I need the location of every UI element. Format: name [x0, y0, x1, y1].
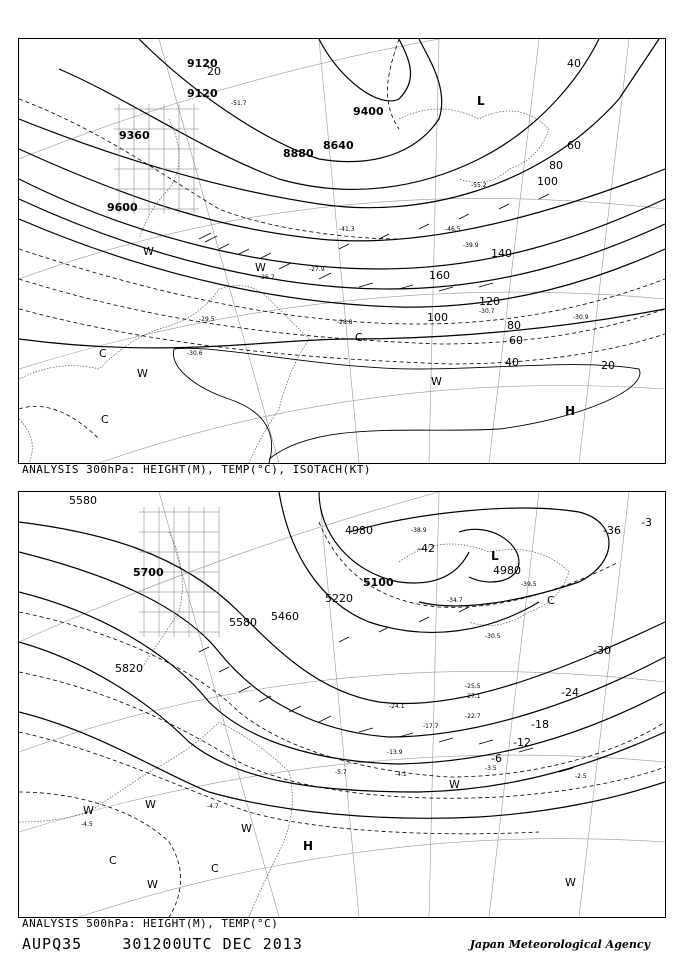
coastline	[19, 532, 569, 917]
warm-symbol: W	[147, 878, 158, 891]
temp-label: -4.1	[395, 771, 407, 778]
temp-label: -28.8	[337, 319, 353, 326]
high-center-symbol: H	[303, 839, 314, 853]
warm-symbol: W	[449, 778, 460, 791]
isotach-label: 60	[567, 139, 581, 152]
height-label: 4980	[493, 564, 521, 577]
height-label: 8880	[283, 147, 314, 160]
temp-contour-label: -6	[491, 752, 502, 765]
cold-symbol: C	[355, 331, 363, 344]
cold-symbol: C	[99, 347, 107, 360]
valid-time: 301200UTC DEC 2013	[122, 935, 303, 953]
graticule	[19, 39, 665, 463]
warm-symbol: W	[241, 822, 252, 835]
height-label: 5220	[325, 592, 353, 605]
map-500hpa	[18, 491, 666, 918]
temp-label: -3.5	[485, 765, 497, 772]
height-label: 5100	[363, 576, 394, 589]
warm-symbol: W	[143, 245, 154, 258]
agency-name: Japan Meteorological Agency	[469, 938, 650, 951]
isotach-label: 80	[549, 159, 563, 172]
isotach-label: 140	[491, 247, 512, 260]
temp-label: -5.7	[335, 769, 347, 776]
height-label: 4980	[345, 524, 373, 537]
temp-label: -4.5	[81, 821, 93, 828]
temp-contour-label: -18	[531, 718, 549, 731]
cold-symbol: C	[211, 862, 219, 875]
warm-symbol: W	[83, 804, 94, 817]
temp-contour-label: -12	[513, 736, 531, 749]
height-label: 5460	[271, 610, 299, 623]
low-center-symbol: L	[491, 549, 499, 563]
isotach-label: 120	[479, 295, 500, 308]
temp-label: -17.7	[423, 723, 439, 730]
map-300hpa	[18, 38, 666, 464]
height-label: 9120	[187, 57, 218, 70]
height-label: 5820	[115, 662, 143, 675]
warm-symbol: W	[565, 876, 576, 889]
cold-symbol: C	[109, 854, 117, 867]
warm-symbol: W	[255, 261, 266, 274]
temp-label: -30.7	[479, 308, 495, 315]
map-500hpa-svg	[19, 492, 665, 917]
isotach-label: 20	[207, 65, 221, 78]
isotach-label: 80	[507, 319, 521, 332]
cold-symbol: C	[547, 594, 555, 607]
temp-label: -51.7	[231, 100, 247, 107]
caption-500hpa: ANALYSIS 500hPa: HEIGHT(M), TEMP(°C)	[22, 917, 279, 930]
warm-symbol: W	[431, 375, 442, 388]
temp-label: -38.9	[411, 527, 427, 534]
cold-symbol: C	[101, 413, 109, 426]
temp-label: -13.9	[387, 749, 403, 756]
temp-label: -30.9	[573, 314, 589, 321]
temp-contour-label: -30	[593, 644, 611, 657]
height-label: 5700	[133, 566, 164, 579]
height-label: 5580	[69, 494, 97, 507]
isotach-label: 60	[509, 334, 523, 347]
isotach-label: 20	[601, 359, 615, 372]
low-center-symbol: L	[477, 94, 485, 108]
temperature-contours	[19, 39, 665, 439]
temp-label: -24.1	[389, 703, 405, 710]
temp-label: -25.5	[465, 683, 481, 690]
warm-symbol: W	[137, 367, 148, 380]
isotach-label: 160	[429, 269, 450, 282]
temp-label: -46.5	[445, 226, 461, 233]
warm-symbol: W	[145, 798, 156, 811]
temp-label: -27.1	[465, 693, 481, 700]
isotach-label: 40	[505, 356, 519, 369]
temp-label: -2.5	[575, 773, 587, 780]
footer-product-line	[22, 935, 303, 953]
temp-label: -30.5	[485, 633, 501, 640]
temp-label: -55.2	[471, 182, 487, 189]
temp-label: -29.5	[199, 316, 215, 323]
map-300hpa-svg	[19, 39, 665, 463]
height-label: 5580	[229, 616, 257, 629]
caption-300hpa: ANALYSIS 300hPa: HEIGHT(M), TEMP(°C), ISOTACH(KT)	[22, 463, 372, 476]
temp-label: -39.9	[463, 242, 479, 249]
temp-label: -22.7	[465, 713, 481, 720]
temp-contour-label: -36	[603, 524, 621, 537]
high-center-symbol: H	[565, 404, 576, 418]
temp-label: -30.6	[187, 350, 203, 357]
height-label: 9360	[119, 129, 150, 142]
temp-label: -26.7	[259, 274, 275, 281]
height-labels	[69, 494, 521, 675]
height-label: 9120	[187, 87, 218, 100]
height-label: 9600	[107, 201, 138, 214]
temp-contour-label: -24	[561, 686, 579, 699]
isotach-label: 100	[427, 311, 448, 324]
height-label: 8640	[323, 139, 354, 152]
temp-label: -4.7	[207, 803, 219, 810]
temp-label: -27.9	[309, 266, 325, 273]
coastline	[19, 109, 549, 463]
wind-barbs	[199, 194, 549, 291]
product-code: AUPQ35	[22, 935, 83, 953]
isotach-label: 100	[537, 175, 558, 188]
height-label: 9400	[353, 105, 384, 118]
temp-label: -39.5	[521, 581, 537, 588]
isotach-label: 40	[567, 57, 581, 70]
temp-contour-labels	[417, 516, 652, 765]
temp-label: -34.7	[447, 597, 463, 604]
temp-contour-label: -3	[641, 516, 652, 529]
hatched-region	[114, 104, 199, 214]
temp-contour-label: -42	[417, 542, 435, 555]
temp-label: -41.3	[339, 226, 355, 233]
